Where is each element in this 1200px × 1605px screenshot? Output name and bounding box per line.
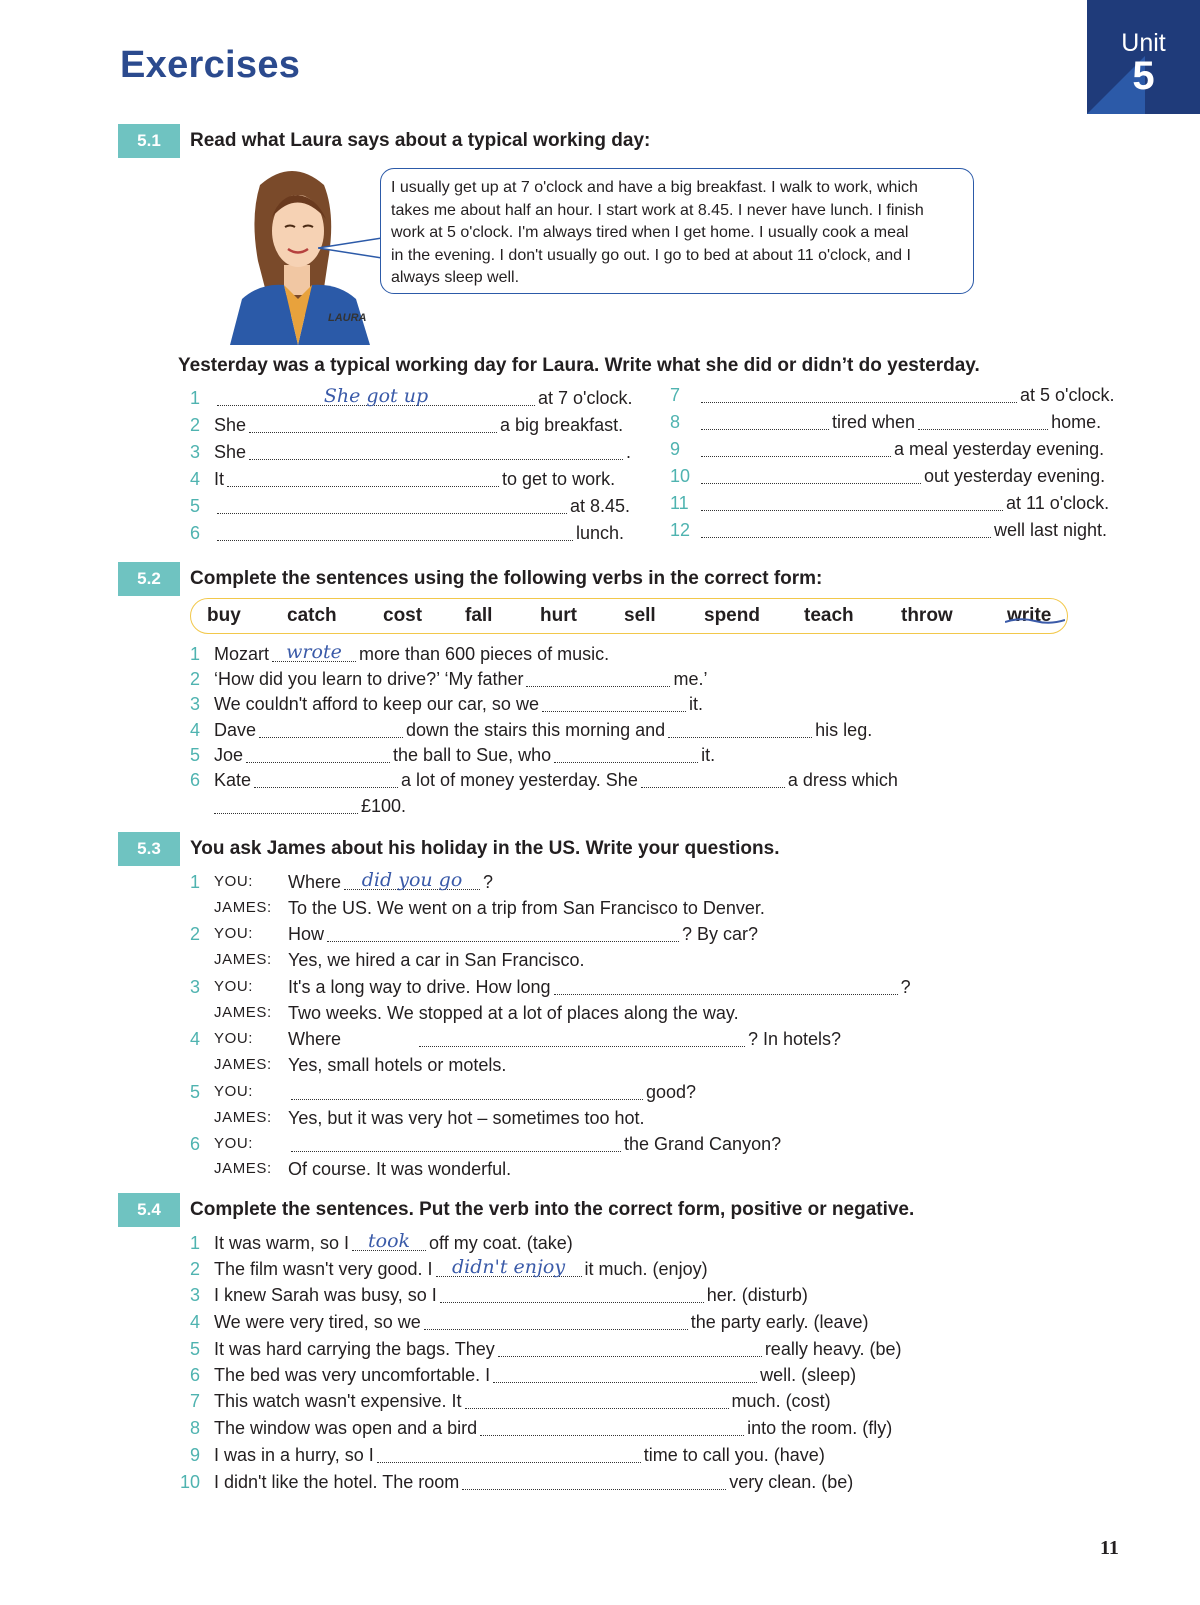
handwritten-strike	[1005, 616, 1065, 626]
sentence-text: home.	[1051, 412, 1102, 432]
sentence-text: much. (cost)	[731, 1391, 831, 1411]
exercise-title-5-4: Complete the sentences. Put the verb into the correct form, positive or negative.	[190, 1199, 915, 1220]
answer-blank[interactable]	[424, 1312, 688, 1330]
answer-blank[interactable]	[217, 523, 573, 541]
item-number: 2	[190, 669, 201, 689]
sentence-text: The bed was very uncomfortable. I	[214, 1365, 491, 1385]
answer-row	[190, 768, 898, 792]
answer-blank[interactable]	[259, 720, 403, 738]
sentence-text: ?	[900, 977, 911, 997]
unit-number: 5	[1132, 54, 1155, 98]
item-number: 2	[190, 1259, 201, 1279]
exercise-badge-5-2: 5.2	[118, 562, 180, 596]
sentence-text: well last night.	[994, 520, 1108, 540]
question-row	[190, 1132, 781, 1156]
item-number: 6	[190, 1134, 201, 1154]
answer-row	[670, 491, 1109, 515]
item-number: 1	[190, 388, 201, 408]
speech-bubble-tail	[318, 236, 382, 264]
item-number: 5	[190, 496, 201, 516]
sentence-text: at 8.45.	[570, 496, 631, 516]
word-option: teach	[804, 605, 854, 626]
item-number: 10	[180, 1472, 201, 1492]
answer-blank[interactable]	[462, 1472, 726, 1490]
sentence-text: at 7 o'clock.	[538, 388, 633, 408]
sentence-text: time to call you. (have)	[643, 1445, 825, 1465]
sentence-text: Joe	[214, 745, 244, 765]
unit-label: Unit	[1121, 29, 1166, 57]
answer-blank[interactable]	[254, 770, 398, 788]
sentence-text: me.’	[673, 669, 708, 689]
item-number: 4	[190, 1312, 201, 1332]
item-number: 9	[670, 439, 681, 459]
answer-blank[interactable]	[701, 466, 921, 484]
word-option: spend	[704, 605, 760, 626]
answer-row	[190, 494, 630, 518]
sentence-text: it.	[701, 745, 716, 765]
answer-row	[190, 1443, 825, 1467]
answer-blank[interactable]	[701, 385, 1017, 403]
speaker-james: JAMES:	[214, 1056, 272, 1073]
item-number: 12	[670, 520, 691, 540]
handwritten-answer: did you go	[361, 869, 463, 891]
exercise-badge-5-1: 5.1	[118, 124, 180, 158]
word-option-used	[1007, 605, 1051, 627]
exercise-title-5-1: Read what Laura says about a typical working day:	[190, 130, 651, 151]
answer-blank[interactable]	[668, 720, 812, 738]
answer-blank[interactable]	[701, 439, 891, 457]
sentence-text: It's a long way to drive. How long	[288, 977, 551, 997]
reply-row	[190, 948, 584, 972]
sentence-text: the party early. (leave)	[690, 1312, 869, 1332]
word-option: catch	[287, 605, 337, 626]
item-number: 5	[190, 1082, 201, 1102]
answer-row	[190, 1363, 856, 1387]
speaker-you: YOU:	[214, 873, 254, 890]
sentence-text: a dress which	[787, 770, 898, 790]
answer-blank[interactable]	[249, 442, 623, 460]
reply-row	[190, 1053, 506, 1077]
item-number: 4	[190, 720, 201, 740]
sentence-text: the ball to Sue, who	[393, 745, 552, 765]
answer-blank[interactable]	[918, 412, 1048, 430]
reply-text: Yes, small hotels or motels.	[288, 1055, 507, 1075]
speaker-you: YOU:	[214, 925, 254, 942]
word-option: sell	[624, 605, 656, 626]
answer-blank[interactable]	[493, 1365, 757, 1383]
speaker-james: JAMES:	[214, 1004, 272, 1021]
reply-row	[190, 1001, 739, 1025]
question-row	[190, 1027, 841, 1051]
sentence-text: It was hard carrying the bags. They	[214, 1339, 495, 1359]
answer-blank[interactable]	[554, 977, 898, 995]
answer-row	[190, 718, 872, 742]
sentence-text: her. (disturb)	[706, 1285, 808, 1305]
bubble-line: in the evening. I don't usually go out. I go to bed at about 11 o'clock, and I	[391, 246, 911, 264]
answer-blank[interactable]	[352, 1230, 426, 1252]
answer-blank[interactable]	[436, 1256, 582, 1278]
handwritten-answer: took	[368, 1230, 411, 1252]
page-title: Exercises	[120, 44, 301, 86]
answer-row	[190, 642, 609, 666]
speaker-you: YOU:	[214, 1030, 254, 1047]
speaker-james: JAMES:	[214, 1160, 272, 1177]
answer-blank[interactable]	[227, 469, 499, 487]
answer-blank[interactable]	[465, 1391, 729, 1409]
item-number: 4	[190, 1029, 201, 1049]
answer-row	[190, 467, 615, 491]
item-number: 5	[190, 745, 201, 765]
sentence-text: Dave	[214, 720, 257, 740]
word-box	[190, 598, 1068, 634]
word-option: cost	[383, 605, 423, 626]
answer-row	[190, 1389, 831, 1413]
handwritten-answer: wrote	[286, 641, 342, 663]
answer-blank[interactable]	[214, 796, 358, 814]
sentence-text: Kate	[214, 770, 252, 790]
reply-text: Yes, we hired a car in San Francisco.	[288, 950, 585, 970]
item-number: 8	[190, 1418, 201, 1438]
exercise-badge-5-3: 5.3	[118, 832, 180, 866]
word-option: hurt	[540, 605, 577, 626]
answer-blank[interactable]	[701, 520, 991, 538]
answer-row	[190, 743, 715, 767]
item-number: 3	[190, 694, 201, 714]
answer-blank[interactable]	[526, 669, 670, 687]
sentence-text: £100.	[361, 796, 407, 816]
question-row	[190, 1080, 696, 1104]
item-number: 9	[190, 1445, 201, 1465]
item-number: 3	[190, 977, 201, 997]
sentence-text: I knew Sarah was busy, so I	[214, 1285, 437, 1305]
sentence-text: a lot of money yesterday. She	[401, 770, 638, 790]
page-number: 11	[1100, 1537, 1119, 1559]
word-option-text: write	[1007, 605, 1052, 626]
sentence-text: the Grand Canyon?	[624, 1134, 782, 1154]
item-number: 7	[670, 385, 681, 405]
sentence-text: Where	[288, 872, 342, 892]
item-number: 4	[190, 469, 201, 489]
answer-blank[interactable]	[246, 745, 390, 763]
reply-row	[190, 1106, 645, 1130]
answer-blank[interactable]	[542, 694, 686, 712]
item-number: 6	[190, 770, 201, 790]
bubble-line: always sleep well.	[391, 269, 520, 286]
reply-text: Of course. It was wonderful.	[288, 1159, 512, 1179]
question-row	[190, 922, 758, 946]
answer-row	[190, 386, 632, 410]
handwritten-answer: She got up	[323, 385, 429, 407]
sentence-text: it much. (enjoy)	[584, 1259, 708, 1279]
answer-blank[interactable]	[344, 869, 480, 891]
reply-row	[190, 896, 765, 920]
item-number: 1	[190, 644, 201, 664]
answer-blank[interactable]	[291, 1134, 621, 1152]
answer-blank[interactable]	[291, 1082, 643, 1100]
answer-row	[670, 518, 1107, 542]
sentence-text: down the stairs this morning and	[406, 720, 666, 740]
sentence-text: tired when	[832, 412, 916, 432]
character-label: LAURA	[328, 312, 367, 324]
answer-blank[interactable]	[498, 1339, 762, 1357]
answer-row	[190, 1416, 892, 1440]
handwritten-answer: didn't enjoy	[451, 1256, 566, 1278]
sentence-text: ? In hotels?	[748, 1029, 842, 1049]
answer-blank[interactable]	[440, 1285, 704, 1303]
answer-blank[interactable]	[480, 1418, 744, 1436]
sentence-text: off my coat. (take)	[429, 1233, 573, 1253]
answer-row	[190, 1310, 869, 1334]
answer-blank[interactable]	[377, 1445, 641, 1463]
word-option: throw	[901, 605, 953, 626]
answer-row	[190, 667, 708, 691]
sentence-text: a meal yesterday evening.	[894, 439, 1105, 459]
exercise-badge-5-4: 5.4	[118, 1193, 180, 1227]
sentence-text: It	[214, 469, 225, 489]
sentence-text: The film wasn't very good. I	[214, 1259, 433, 1279]
sentence-text: I didn't like the hotel. The room	[214, 1472, 460, 1492]
answer-row	[211, 794, 406, 818]
sentence-text: She	[214, 442, 247, 462]
answer-row	[190, 440, 631, 464]
answer-blank[interactable]	[327, 924, 679, 942]
answer-row	[190, 521, 624, 545]
item-number: 2	[190, 415, 201, 435]
sentence-text: The window was open and a bird	[214, 1418, 478, 1438]
answer-row	[190, 413, 623, 437]
item-number: 1	[190, 1233, 201, 1253]
speaker-you: YOU:	[214, 978, 254, 995]
answer-blank[interactable]	[272, 641, 356, 663]
sentence-text: his leg.	[815, 720, 873, 740]
sentence-text: to get to work.	[502, 469, 616, 489]
item-number: 10	[670, 466, 691, 486]
item-number: 2	[190, 924, 201, 944]
sentence-text: really heavy. (be)	[764, 1339, 902, 1359]
unit-badge	[1087, 0, 1200, 114]
answer-row	[670, 464, 1105, 488]
answer-row	[190, 1337, 902, 1361]
answer-blank[interactable]	[217, 385, 535, 407]
sentence-text: it.	[688, 694, 703, 714]
answer-blank[interactable]	[701, 412, 829, 430]
answer-blank[interactable]	[641, 770, 785, 788]
sentence-text: a big breakfast.	[500, 415, 624, 435]
answer-row	[190, 1231, 573, 1255]
sentence-text: We were very tired, so we	[214, 1312, 421, 1332]
sentence-text: ? By car?	[682, 924, 759, 944]
answer-row	[670, 383, 1114, 407]
answer-blank[interactable]	[249, 415, 497, 433]
sentence-text: lunch.	[576, 523, 625, 543]
answer-blank[interactable]	[701, 493, 1003, 511]
speaker-you: YOU:	[214, 1135, 254, 1152]
item-number: 3	[190, 442, 201, 462]
item-number: 1	[190, 872, 201, 892]
sentence-text: Where	[288, 1029, 342, 1049]
answer-row	[670, 437, 1104, 461]
reply-text: Two weeks. We stopped at a lot of places along the way.	[288, 1003, 739, 1023]
item-number: 11	[670, 493, 689, 513]
sentence-text: ?	[483, 872, 494, 892]
exercise-subtitle-5-1: Yesterday was a typical working day for Laura. Write what she did or didn’t do yesterday.	[178, 355, 980, 376]
word-option: fall	[465, 605, 493, 626]
bubble-line: work at 5 o'clock. I'm always tired when I get home. I usually cook a meal	[391, 224, 909, 241]
sentence-text: good?	[646, 1082, 697, 1102]
item-number: 8	[670, 412, 681, 432]
answer-row	[190, 1257, 708, 1281]
bubble-line: takes me about half an hour. I start work at 8.45. I never have lunch. I finish	[391, 201, 924, 219]
bubble-line: I usually get up at 7 o'clock and have a big breakfast. I walk to work, which	[391, 179, 918, 196]
reply-row	[190, 1157, 511, 1181]
sentence-text: She	[214, 415, 247, 435]
item-number: 6	[190, 1365, 201, 1385]
question-row	[190, 975, 911, 999]
sentence-text: How	[288, 924, 325, 944]
answer-blank[interactable]	[554, 745, 698, 763]
speaker-james: JAMES:	[214, 899, 272, 916]
item-number: 5	[190, 1339, 201, 1359]
answer-row	[190, 692, 703, 716]
sentence-text: at 11 o'clock.	[1006, 493, 1110, 513]
answer-row	[190, 1283, 808, 1307]
sentence-text: out yesterday evening.	[924, 466, 1106, 486]
sentence-text: at 5 o'clock.	[1020, 385, 1115, 405]
sentence-text: into the room. (fly)	[747, 1418, 893, 1438]
sentence-text: This watch wasn't expensive. It	[214, 1391, 462, 1411]
word-option: buy	[207, 605, 241, 626]
reply-text: To the US. We went on a trip from San Francisco to Denver.	[288, 898, 765, 918]
item-number: 3	[190, 1285, 201, 1305]
speaker-james: JAMES:	[214, 1109, 272, 1126]
sentence-text: Mozart	[214, 644, 270, 664]
exercise-title-5-3: You ask James about his holiday in the US. Write your questions.	[190, 838, 780, 859]
answer-blank[interactable]	[419, 1029, 745, 1047]
sentence-text: very clean. (be)	[729, 1472, 854, 1492]
item-number: 7	[190, 1391, 201, 1411]
speaker-james: JAMES:	[214, 951, 272, 968]
sentence-text: more than 600 pieces of music.	[359, 644, 610, 664]
sentence-text: We couldn't afford to keep our car, so we	[214, 694, 539, 714]
exercise-title-5-2: Complete the sentences using the following verbs in the correct form:	[190, 568, 823, 589]
sentence-text: It was warm, so I	[214, 1233, 350, 1253]
reply-text: Yes, but it was very hot – sometimes too hot.	[288, 1108, 645, 1128]
question-row	[190, 870, 493, 894]
answer-blank[interactable]	[217, 496, 567, 514]
sentence-text: .	[626, 442, 632, 462]
answer-row	[670, 410, 1101, 434]
sentence-text: I was in a hurry, so I	[214, 1445, 374, 1465]
answer-row	[180, 1470, 853, 1494]
item-number: 6	[190, 523, 201, 543]
sentence-text: well. (sleep)	[760, 1365, 857, 1385]
speaker-you: YOU:	[214, 1083, 254, 1100]
speech-bubble	[380, 168, 974, 294]
sentence-text: ‘How did you learn to drive?’ ‘My father	[214, 669, 524, 689]
